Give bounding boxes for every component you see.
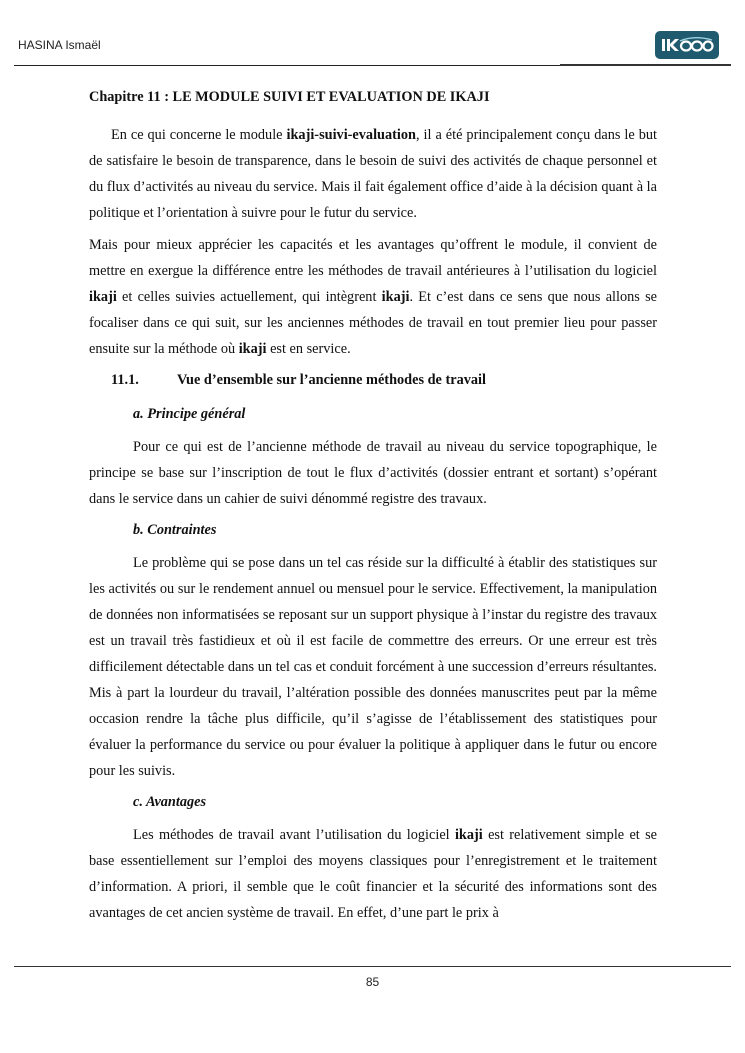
subsection-c-paragraph (89, 822, 657, 926)
ikaji-logo-graphic (660, 36, 714, 54)
bold-term: ikaji (238, 341, 267, 357)
text-run: , il a été principalement conçu dans le but de satisfaire le besoin de transparence, dans le besoin de suivi des activités de chaque personnel et du flux d’activités au niveau du service. Mais il fait également office d’aide à la décision quant à la politique et l’orientation à suivre pour le futur du service. (89, 127, 657, 221)
subsection-a-paragraph: Pour ce qui est de l’ancienne méthode de travail au niveau du service topographique, le principe se base sur l’inscription de tout le flux d’activités (dossier entrant et sortant) s’opérant dans le service dans un cahier de suivi dénommé registre des travaux. (89, 439, 657, 507)
section-title: Vue d’ensemble sur l’ancienne méthodes de travail (177, 372, 486, 388)
text-run: En ce qui concerne le module (111, 127, 287, 143)
bold-term: ikaji (89, 289, 117, 305)
page-body (89, 86, 657, 932)
bold-term: ikaji (454, 827, 483, 843)
header-author: HASINA Ismaël (18, 38, 101, 52)
page-number: 85 (365, 975, 380, 989)
bold-term: ikaji-suivi-evaluation (286, 127, 416, 143)
bold-term: ikaji (381, 289, 410, 305)
subsection-b-paragraph: Le problème qui se pose dans un tel cas réside sur la difficulté à établir des statistiques sur les activités ou sur le rendement annuel ou mensuel pour le service. Effectivement, la manipulation de données non informatisées se reposant sur un support physique à l’instar du registre des travaux est un travail très fastidieux et où il est facile de commettre des erreurs. Or une erreur est très difficilement détectable dans un tel cas et conduit forcément à une succession d’erreurs résultantes. Mis à part la lourdeur du travail, l’altération possible des données manuscrites peut par la même occasion rendre la tâche plus difficile, qu’il s’agisse de l’établissement des statistiques pour évaluer la performance du service ou pour évaluer la politique à appliquer dans le futur ou encore pour les suivis. (89, 555, 657, 779)
intro-paragraph-2 (89, 232, 657, 362)
chapter-title: Chapitre 11 : LE MODULE SUIVI ET EVALUATION DE IKAJI (89, 89, 490, 105)
text-run: Mais pour mieux apprécier les capacités et les avantages qu’offrent le module, il convient de mettre en exergue la différence entre les méthodes de travail antérieures à l’utilisation du logiciel (89, 237, 657, 279)
text-run: est en service. (266, 341, 351, 357)
section-number: 11.1. (111, 372, 139, 388)
subsection-heading-b: b. Contraintes (133, 522, 217, 538)
footer-divider (14, 966, 731, 967)
header-divider-accent (560, 64, 731, 66)
intro-paragraph-1 (89, 122, 657, 226)
text-run: . Et c’est dans ce sens que nous allons se focaliser dans ce qui suit, sur les anciennes méthodes de travail en tout premier lieu pour passer ensuite sur la méthode où (89, 289, 657, 357)
section-heading (89, 368, 657, 392)
subsection-heading-c: c. Avantages (133, 794, 207, 810)
ikaji-logo-icon (655, 31, 719, 59)
text-run: Les méthodes de travail avant l’utilisation du logiciel (133, 827, 455, 843)
text-run: est relativement simple et se base essentiellement sur l’emploi des moyens classiques pour l’enregistrement et le traitement d’information. A priori, il semble que le coût financier et la sécurité des informations sont des avantages de cet ancien système de travail. En effet, d’une part le prix à (89, 827, 657, 921)
text-run: et celles suivies actuellement, qui intègrent (116, 289, 382, 305)
subsection-heading-a: a. Principe général (133, 406, 246, 422)
